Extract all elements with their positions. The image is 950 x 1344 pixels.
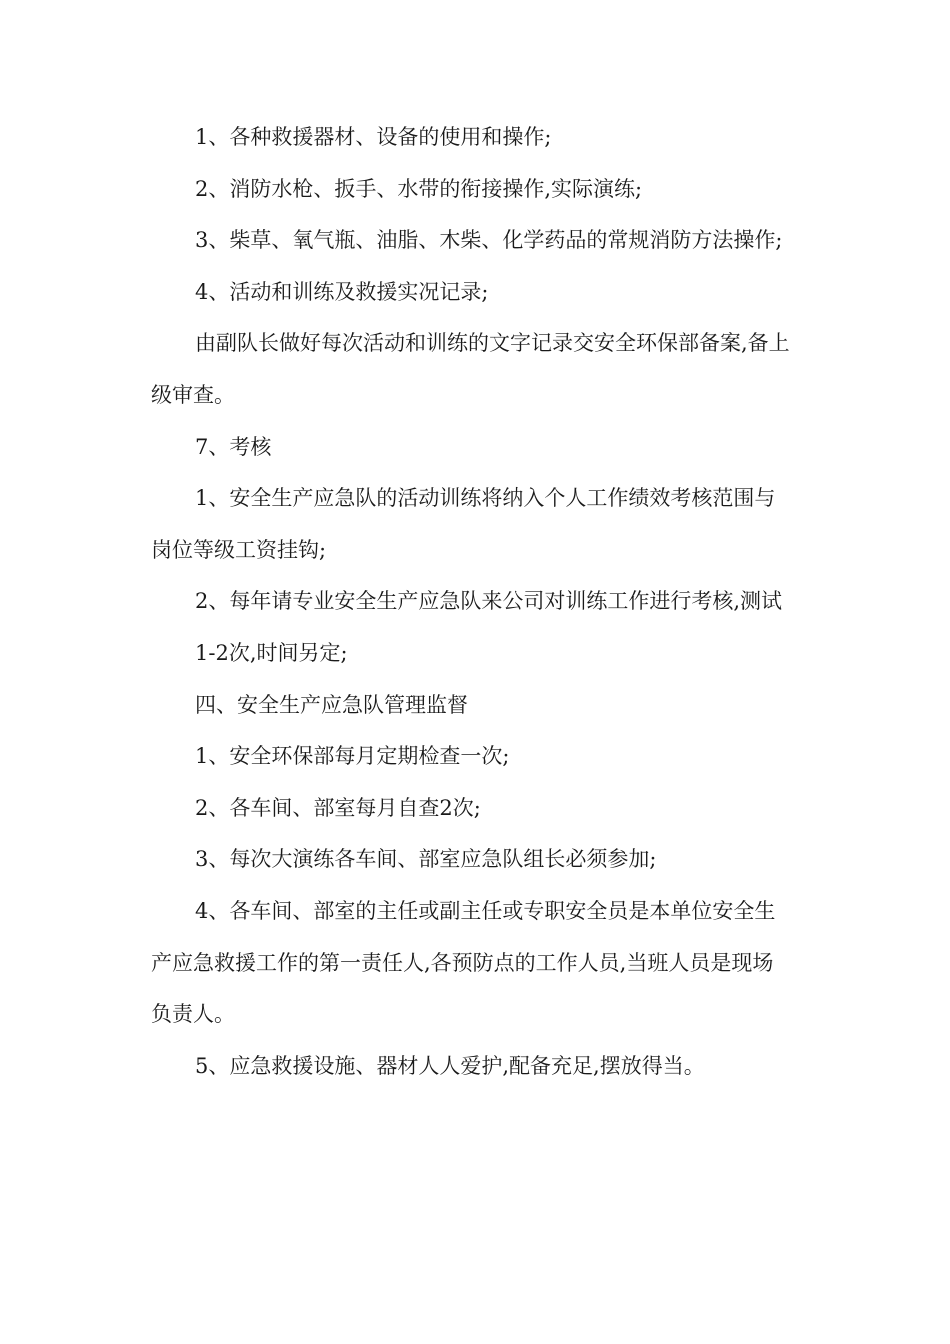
paragraph-supervision-item-3: 3、每次大演练各车间、部室应急队组长必须参加; (195, 847, 657, 872)
paragraph-supervision-item-1: 1、安全环保部每月定期检查一次; (195, 744, 510, 769)
paragraph-supervision-item-5: 5、应急救援设施、器材人人爱护,配备充足,摆放得当。 (195, 1053, 705, 1078)
paragraph-training-item-2: 2、消防水枪、扳手、水带的衔接操作,实际演练; (195, 176, 643, 201)
paragraph-assessment-item-1: 1、安全生产应急队的活动训练将纳入个人工作绩效考核范围与岗位等级工资挂钩; (151, 486, 776, 562)
document-body (151, 112, 791, 1092)
paragraph-record-note: 由副队长做好每次活动和训练的文字记录交安全环保部备案,备上级审查。 (151, 331, 790, 407)
paragraph-training-item-1: 1、各种救援器材、设备的使用和操作; (195, 125, 552, 149)
paragraph-supervision-item-2: 2、各车间、部室每月自查2次; (195, 795, 481, 820)
paragraph-assessment-item-2-continued: 1-2次,时间另定; (195, 640, 348, 665)
paragraph-assessment-item-2: 2、每年请专业安全生产应急队来公司对训练工作进行考核,测试 (195, 589, 783, 614)
paragraph-training-item-3: 3、柴草、氧气瓶、油脂、木柴、化学药品的常规消防方法操作; (195, 228, 783, 253)
section-heading-supervision: 四、安全生产应急队管理监督 (195, 692, 468, 717)
paragraph-training-item-4: 4、活动和训练及救援实况记录; (195, 279, 489, 304)
section-heading-assessment: 7、考核 (195, 434, 272, 459)
paragraph-supervision-item-4: 4、各车间、部室的主任或副主任或专职安全员是本单位安全生产应急救援工作的第一责任人,各预防点的工作人员,当班人员是现场负责人。 (151, 898, 776, 1027)
